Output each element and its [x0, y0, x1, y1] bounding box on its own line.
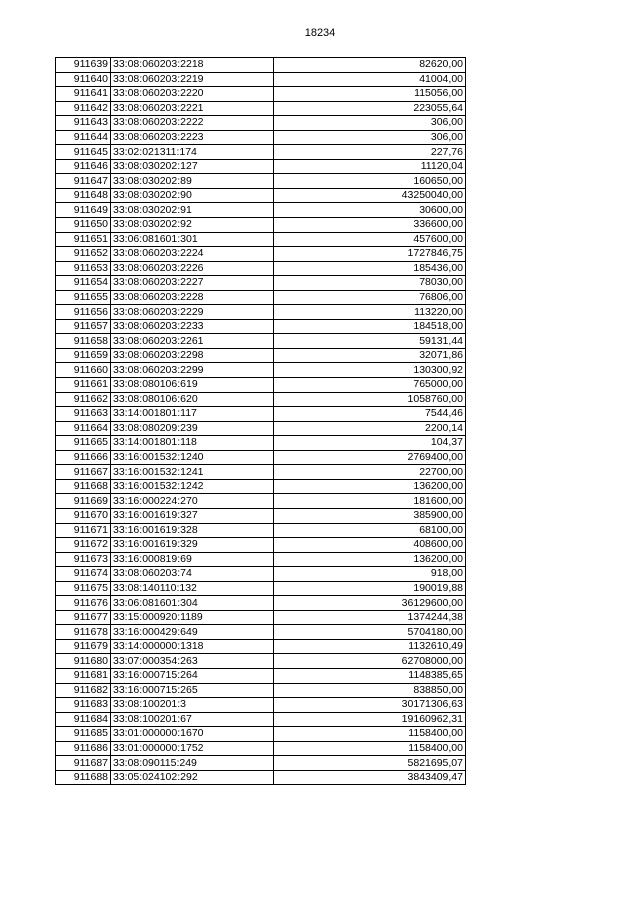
- table-row: [56, 508, 466, 523]
- value-cell: 19160962,31: [274, 712, 466, 727]
- table-row: [56, 552, 466, 567]
- value-cell: 190019,88: [274, 581, 466, 596]
- row-number-cell: 911682: [56, 683, 111, 698]
- value-cell: 306,00: [274, 130, 466, 145]
- table-row: [56, 392, 466, 407]
- row-number-cell: 911675: [56, 581, 111, 596]
- value-cell: 918,00: [274, 567, 466, 582]
- cadastral-number-cell: 33:08:100201:67: [111, 712, 274, 727]
- value-cell: 136200,00: [274, 479, 466, 494]
- row-number-cell: 911677: [56, 610, 111, 625]
- row-number-cell: 911684: [56, 712, 111, 727]
- table-row: [56, 130, 466, 145]
- table-row: [56, 756, 466, 771]
- cadastral-number-cell: 33:16:000224:270: [111, 494, 274, 509]
- table-row: [56, 683, 466, 698]
- row-number-cell: 911659: [56, 348, 111, 363]
- row-number-cell: 911640: [56, 72, 111, 87]
- value-cell: 41004,00: [274, 72, 466, 87]
- value-cell: 306,00: [274, 116, 466, 131]
- table-row: [56, 421, 466, 436]
- value-cell: 1158400,00: [274, 741, 466, 756]
- cadastral-number-cell: 33:08:030202:89: [111, 174, 274, 189]
- cadastral-number-cell: 33:08:030202:90: [111, 188, 274, 203]
- value-cell: 22700,00: [274, 465, 466, 480]
- cadastral-number-cell: 33:08:060203:2261: [111, 334, 274, 349]
- table-row: [56, 203, 466, 218]
- row-number-cell: 911668: [56, 479, 111, 494]
- table-body: [56, 58, 466, 785]
- table-row: [56, 247, 466, 262]
- value-cell: 78030,00: [274, 276, 466, 291]
- cadastral-number-cell: 33:16:000819:69: [111, 552, 274, 567]
- row-number-cell: 911654: [56, 276, 111, 291]
- cadastral-number-cell: 33:06:081601:301: [111, 232, 274, 247]
- row-number-cell: 911642: [56, 101, 111, 116]
- cadastral-number-cell: 33:16:001619:329: [111, 538, 274, 553]
- row-number-cell: 911688: [56, 770, 111, 785]
- cadastral-number-cell: 33:16:001532:1240: [111, 450, 274, 465]
- value-cell: 181600,00: [274, 494, 466, 509]
- value-cell: 1058760,00: [274, 392, 466, 407]
- value-cell: 76806,00: [274, 290, 466, 305]
- row-number-cell: 911663: [56, 407, 111, 422]
- row-number-cell: 911673: [56, 552, 111, 567]
- row-number-cell: 911643: [56, 116, 111, 131]
- table-row: [56, 407, 466, 422]
- row-number-cell: 911641: [56, 87, 111, 102]
- value-cell: 2200,14: [274, 421, 466, 436]
- value-cell: 223055,64: [274, 101, 466, 116]
- table-row: [56, 479, 466, 494]
- row-number-cell: 911649: [56, 203, 111, 218]
- cadastral-number-cell: 33:08:080106:620: [111, 392, 274, 407]
- row-number-cell: 911660: [56, 363, 111, 378]
- cadastral-number-cell: 33:01:000000:1670: [111, 727, 274, 742]
- table-row: [56, 741, 466, 756]
- row-number-cell: 911647: [56, 174, 111, 189]
- cadastral-number-cell: 33:08:100201:3: [111, 698, 274, 713]
- value-cell: 1158400,00: [274, 727, 466, 742]
- value-cell: 136200,00: [274, 552, 466, 567]
- table-row: [56, 305, 466, 320]
- table-row: [56, 450, 466, 465]
- row-number-cell: 911666: [56, 450, 111, 465]
- value-cell: 82620,00: [274, 58, 466, 73]
- row-number-cell: 911680: [56, 654, 111, 669]
- cadastral-number-cell: 33:08:060203:2222: [111, 116, 274, 131]
- value-cell: 408600,00: [274, 538, 466, 553]
- table-row: [56, 494, 466, 509]
- cadastral-number-cell: 33:16:000715:264: [111, 668, 274, 683]
- table-row: [56, 770, 466, 785]
- cadastral-number-cell: 33:08:060203:2228: [111, 290, 274, 305]
- cadastral-number-cell: 33:08:090115:249: [111, 756, 274, 771]
- table-row: [56, 581, 466, 596]
- cadastral-number-cell: 33:16:001532:1241: [111, 465, 274, 480]
- row-number-cell: 911686: [56, 741, 111, 756]
- table-row: [56, 436, 466, 451]
- table-row: [56, 639, 466, 654]
- value-cell: 104,37: [274, 436, 466, 451]
- value-cell: 130300,92: [274, 363, 466, 378]
- row-number-cell: 911639: [56, 58, 111, 73]
- cadastral-number-cell: 33:08:030202:91: [111, 203, 274, 218]
- value-cell: 227,76: [274, 145, 466, 160]
- value-cell: 7544,46: [274, 407, 466, 422]
- row-number-cell: 911681: [56, 668, 111, 683]
- table-row: [56, 319, 466, 334]
- cadastral-number-cell: 33:16:001532:1242: [111, 479, 274, 494]
- row-number-cell: 911685: [56, 727, 111, 742]
- cadastral-value-table: [55, 57, 466, 785]
- table-row: [56, 567, 466, 582]
- row-number-cell: 911655: [56, 290, 111, 305]
- row-number-cell: 911644: [56, 130, 111, 145]
- value-cell: 62708000,00: [274, 654, 466, 669]
- row-number-cell: 911664: [56, 421, 111, 436]
- cadastral-number-cell: 33:06:081601:304: [111, 596, 274, 611]
- cadastral-number-cell: 33:08:060203:74: [111, 567, 274, 582]
- cadastral-number-cell: 33:08:060203:2220: [111, 87, 274, 102]
- table-row: [56, 116, 466, 131]
- value-cell: 5704180,00: [274, 625, 466, 640]
- table-row: [56, 72, 466, 87]
- table-row: [56, 232, 466, 247]
- value-cell: 1374244,38: [274, 610, 466, 625]
- table-row: [56, 101, 466, 116]
- cadastral-number-cell: 33:16:000715:265: [111, 683, 274, 698]
- table-row: [56, 145, 466, 160]
- table-row: [56, 668, 466, 683]
- value-cell: 43250040,00: [274, 188, 466, 203]
- table-row: [56, 218, 466, 233]
- cadastral-number-cell: 33:14:000000:1318: [111, 639, 274, 654]
- table-row: [56, 58, 466, 73]
- cadastral-number-cell: 33:08:060203:2233: [111, 319, 274, 334]
- table-row: [56, 348, 466, 363]
- table-row: [56, 261, 466, 276]
- table-row: [56, 465, 466, 480]
- value-cell: 68100,00: [274, 523, 466, 538]
- row-number-cell: 911648: [56, 188, 111, 203]
- table-row: [56, 654, 466, 669]
- cadastral-number-cell: 33:08:060203:2221: [111, 101, 274, 116]
- page-number: 18234: [304, 27, 336, 39]
- value-cell: 838850,00: [274, 683, 466, 698]
- row-number-cell: 911676: [56, 596, 111, 611]
- row-number-cell: 911671: [56, 523, 111, 538]
- value-cell: 1148385,65: [274, 668, 466, 683]
- cadastral-number-cell: 33:16:000429:649: [111, 625, 274, 640]
- row-number-cell: 911665: [56, 436, 111, 451]
- table-row: [56, 625, 466, 640]
- row-number-cell: 911669: [56, 494, 111, 509]
- table-row: [56, 290, 466, 305]
- value-cell: 385900,00: [274, 508, 466, 523]
- cadastral-number-cell: 33:08:060203:2219: [111, 72, 274, 87]
- row-number-cell: 911652: [56, 247, 111, 262]
- cadastral-number-cell: 33:02:021311:174: [111, 145, 274, 160]
- value-cell: 5821695,07: [274, 756, 466, 771]
- row-number-cell: 911678: [56, 625, 111, 640]
- cadastral-number-cell: 33:07:000354:263: [111, 654, 274, 669]
- table-row: [56, 363, 466, 378]
- cadastral-number-cell: 33:08:140110:132: [111, 581, 274, 596]
- value-cell: 1727846,75: [274, 247, 466, 262]
- row-number-cell: 911657: [56, 319, 111, 334]
- row-number-cell: 911661: [56, 378, 111, 393]
- row-number-cell: 911670: [56, 508, 111, 523]
- cadastral-number-cell: 33:08:060203:2224: [111, 247, 274, 262]
- value-cell: 113220,00: [274, 305, 466, 320]
- cadastral-number-cell: 33:05:024102:292: [111, 770, 274, 785]
- table-row: [56, 378, 466, 393]
- row-number-cell: 911650: [56, 218, 111, 233]
- cadastral-number-cell: 33:08:060203:2223: [111, 130, 274, 145]
- row-number-cell: 911656: [56, 305, 111, 320]
- row-number-cell: 911674: [56, 567, 111, 582]
- cadastral-number-cell: 33:08:060203:2229: [111, 305, 274, 320]
- row-number-cell: 911653: [56, 261, 111, 276]
- cadastral-number-cell: 33:16:001619:327: [111, 508, 274, 523]
- table-row: [56, 87, 466, 102]
- value-cell: 32071,86: [274, 348, 466, 363]
- table-row: [56, 174, 466, 189]
- table-row: [56, 610, 466, 625]
- value-cell: 115056,00: [274, 87, 466, 102]
- row-number-cell: 911658: [56, 334, 111, 349]
- table-row: [56, 596, 466, 611]
- table-row: [56, 523, 466, 538]
- table-row: [56, 188, 466, 203]
- value-cell: 2769400,00: [274, 450, 466, 465]
- cadastral-number-cell: 33:08:080209:239: [111, 421, 274, 436]
- cadastral-number-cell: 33:08:060203:2226: [111, 261, 274, 276]
- row-number-cell: 911645: [56, 145, 111, 160]
- row-number-cell: 911672: [56, 538, 111, 553]
- value-cell: 1132610,49: [274, 639, 466, 654]
- cadastral-number-cell: 33:08:030202:127: [111, 159, 274, 174]
- value-cell: 765000,00: [274, 378, 466, 393]
- value-cell: 30600,00: [274, 203, 466, 218]
- table-row: [56, 698, 466, 713]
- row-number-cell: 911662: [56, 392, 111, 407]
- value-cell: 11120,04: [274, 159, 466, 174]
- cadastral-number-cell: 33:08:060203:2227: [111, 276, 274, 291]
- value-cell: 185436,00: [274, 261, 466, 276]
- row-number-cell: 911683: [56, 698, 111, 713]
- cadastral-number-cell: 33:08:060203:2218: [111, 58, 274, 73]
- table-row: [56, 159, 466, 174]
- cadastral-number-cell: 33:15:000920:1189: [111, 610, 274, 625]
- row-number-cell: 911687: [56, 756, 111, 771]
- row-number-cell: 911651: [56, 232, 111, 247]
- table-row: [56, 712, 466, 727]
- cadastral-number-cell: 33:14:001801:117: [111, 407, 274, 422]
- value-cell: 160650,00: [274, 174, 466, 189]
- table-row: [56, 334, 466, 349]
- value-cell: 457600,00: [274, 232, 466, 247]
- value-cell: 30171306,63: [274, 698, 466, 713]
- row-number-cell: 911679: [56, 639, 111, 654]
- value-cell: 184518,00: [274, 319, 466, 334]
- table-row: [56, 538, 466, 553]
- row-number-cell: 911667: [56, 465, 111, 480]
- value-cell: 59131,44: [274, 334, 466, 349]
- table-row: [56, 276, 466, 291]
- cadastral-number-cell: 33:01:000000:1752: [111, 741, 274, 756]
- value-cell: 36129600,00: [274, 596, 466, 611]
- cadastral-number-cell: 33:08:080106:619: [111, 378, 274, 393]
- value-cell: 336600,00: [274, 218, 466, 233]
- cadastral-number-cell: 33:16:001619:328: [111, 523, 274, 538]
- row-number-cell: 911646: [56, 159, 111, 174]
- cadastral-number-cell: 33:14:001801:118: [111, 436, 274, 451]
- table-row: [56, 727, 466, 742]
- cadastral-number-cell: 33:08:060203:2299: [111, 363, 274, 378]
- cadastral-number-cell: 33:08:030202:92: [111, 218, 274, 233]
- cadastral-number-cell: 33:08:060203:2298: [111, 348, 274, 363]
- value-cell: 3843409,47: [274, 770, 466, 785]
